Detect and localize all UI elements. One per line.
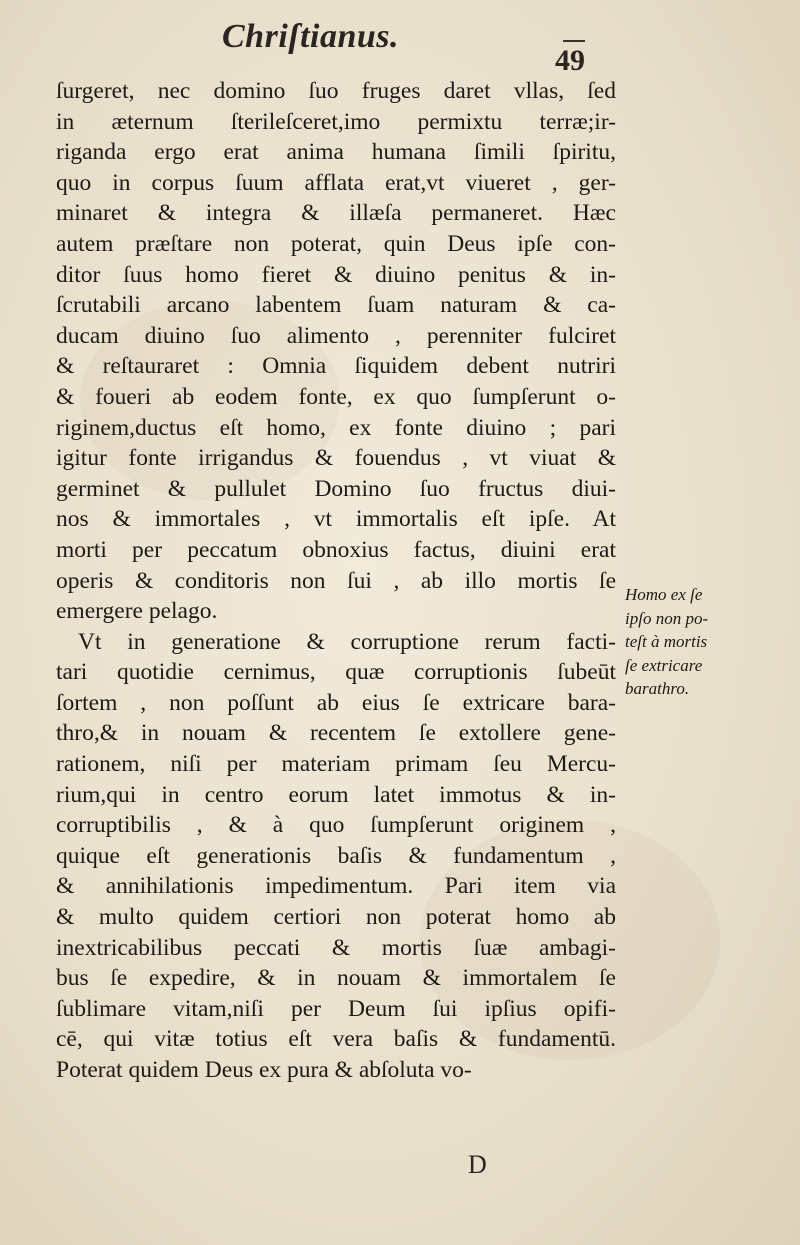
text-line: emergere pelago. [56,598,218,625]
text-line: quique eſt generationis baſis & fundamentum , [56,842,616,869]
text-line: morti per peccatum obnoxius factus, diuini erat [56,536,616,563]
text-line: igitur fonte irrigandus & fouendus , vt viuat & [56,445,616,472]
margin-note [625,583,795,701]
text-line: riginem,ductus eſt homo, ex fonte diuino ; pari [56,414,616,441]
margin-note-line: barathro. [625,679,690,698]
text-line: cē, qui vitæ totius eſt vera baſis & fundamentū. [56,1026,616,1053]
signature-mark: D [468,1150,487,1179]
text-line: & reſtauraret : Omnia ſiquidem debent nutriri [56,353,616,380]
text-line: ſublimare vitam,niſi per Deum ſui ipſius opifi- [56,995,616,1022]
text-line: & foueri ab eodem fonte, ex quo ſumpſerunt o- [56,383,616,410]
text-line: in æternum ſterileſceret,imo permixtu terræ;ir- [56,108,616,135]
text-line: Vt in generatione & corruptione rerum facti- [78,628,616,655]
margin-note-line: ſe extricare [625,655,703,675]
text-line: ſcrutabili arcano labentem ſuam naturam & ca- [56,292,616,319]
text-line: & annihilationis impedimentum. Pari item via [56,873,616,900]
margin-note-line: teſt à mortis [625,632,708,651]
text-line: ditor ſuus homo fieret & diuino penitus & in- [56,261,616,288]
running-title: Chriſtianus. [222,18,400,55]
margin-note-line: Homo ex ſe [625,585,703,604]
page-number-rule [563,40,585,42]
text-line: ducam diuino ſuo alimento , perenniter fulciret [56,322,616,349]
text-line: inextricabilibus peccati & mortis ſuæ ambagi- [56,934,616,961]
page-number: 49 [555,44,585,77]
margin-note-line: ipſo non po- [625,608,709,628]
text-line: minaret & integra & illæſa permaneret. Hæc [56,200,616,227]
text-line: rium,qui in centro eorum latet immotus & in- [56,781,616,808]
body-text [56,76,616,1086]
text-line: riganda ergo erat anima humana ſimili ſpiritu, [56,139,616,166]
text-line: thro,& in nouam & recentem ſe extollere gene- [56,720,616,747]
text-line: rationem, niſi per materiam primam ſeu Mercu- [56,751,616,778]
text-line: quo in corpus ſuum afflata erat,vt viueret , ger- [56,169,616,196]
text-line: & multo quidem certiori non poterat homo ab [56,904,616,931]
text-line: ſurgeret, nec domino ſuo fruges daret vllas, ſed [56,78,616,104]
text-line: ſortem , non poſſunt ab eius ſe extricare bara- [56,689,616,716]
text-line: operis & conditoris non ſui , ab illo mortis ſe [56,567,616,594]
text-line: bus ſe expedire, & in nouam & immortalem ſe [56,965,616,992]
text-line: germinet & pullulet Domino ſuo fructus diui- [56,475,616,502]
text-line: autem præſtare non poterat, quin Deus ipſe con- [56,230,616,257]
text-line: nos & immortales , vt immortalis eſt ipſe. At [56,506,616,533]
text-line: Poterat quidem Deus ex pura & abſoluta vo- [56,1057,472,1083]
text-line: tari quotidie cernimus, quæ corruptionis ſubeūt [56,659,616,686]
text-line: corruptibilis , & à quo ſumpſerunt originem , [56,812,616,839]
